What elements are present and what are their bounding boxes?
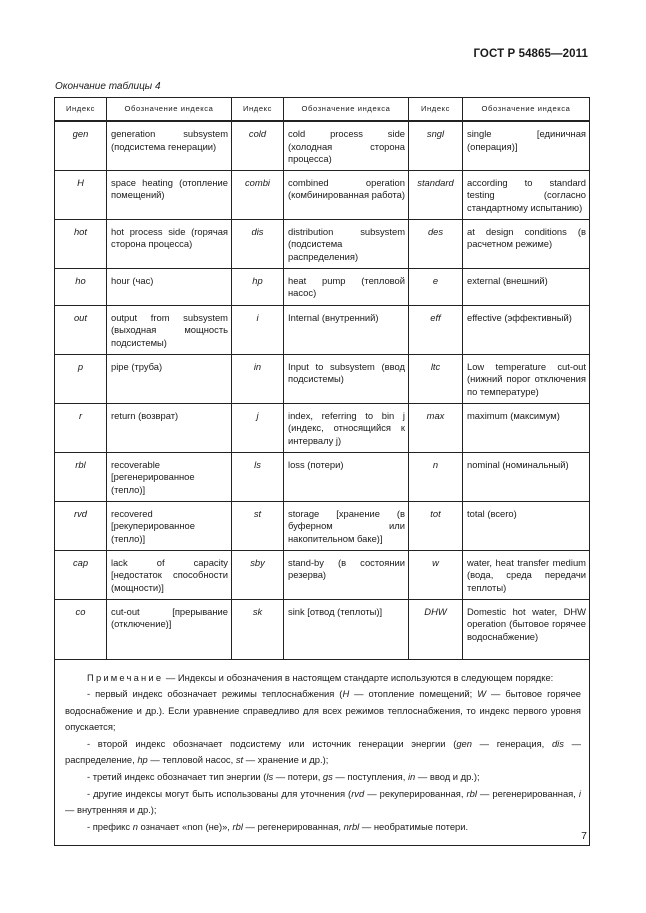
index-cell: p (55, 354, 107, 403)
note-index-symbol: hp (137, 754, 148, 766)
note-text: — поступления, (332, 771, 408, 783)
note-text: означает «non (не)», (137, 820, 233, 832)
designation-cell: lack of capacity [недостаток способности (мощности)] (107, 550, 232, 599)
note-text: - префикс (87, 820, 133, 832)
note-index-symbol: W (477, 688, 487, 700)
table-row (55, 452, 590, 501)
index-cell: sby (232, 550, 284, 599)
note-text: — рекуперированная, (364, 787, 467, 799)
header-designation: Обозначение индекса (107, 98, 232, 122)
note-item (65, 769, 581, 786)
note-index-symbol: nrbl (343, 820, 360, 832)
note-items (65, 686, 581, 835)
index-cell: sngl (409, 121, 463, 170)
index-cell: standard (409, 170, 463, 219)
designation-cell: Low temperature cut-out (нижний порог отключения по температуре) (463, 354, 590, 403)
note-index-symbol: H (342, 688, 350, 700)
note-index-symbol: n (132, 820, 138, 832)
index-cell: e (409, 268, 463, 305)
note-text: — необратимые потери. (359, 820, 469, 832)
note-index-symbol: dis (551, 737, 564, 749)
designation-cell: space heating (отопление помещений) (107, 170, 232, 219)
index-cell: st (232, 501, 284, 550)
note-text: — распределение, (65, 737, 581, 766)
note-index-symbol: ls (266, 771, 274, 783)
index-cell: cold (232, 121, 284, 170)
index-cell: H (55, 170, 107, 219)
designation-cell: combined operation (комбинированная работа) (284, 170, 409, 219)
designation-cell: recoverable [регенерированное (тепло)] (107, 452, 232, 501)
note-index-symbol: rbl (232, 820, 243, 832)
designation-cell: Internal (внутренний) (284, 305, 409, 354)
designation-cell: cut-out [прерывание (отключение)] (107, 599, 232, 659)
designation-cell: hot process side (горячая сторона процесса) (107, 219, 232, 268)
designation-cell: recovered [рекуперированное (тепло)] (107, 501, 232, 550)
header-index: Индекс (232, 98, 284, 122)
designation-cell: hour (час) (107, 268, 232, 305)
note-index-symbol: rbl (466, 787, 477, 799)
index-cell: rvd (55, 501, 107, 550)
index-cell: tot (409, 501, 463, 550)
designation-cell: storage [хранение (в буферном или накопительном баке)] (284, 501, 409, 550)
table-body (55, 121, 590, 846)
note-index-symbol: gs (322, 771, 333, 783)
note-text: — генерация, (471, 737, 552, 749)
index-cell: i (232, 305, 284, 354)
index-cell: eff (409, 305, 463, 354)
index-cell: DHW (409, 599, 463, 659)
designation-cell: external (внешний) (463, 268, 590, 305)
designation-cell: cold process side (холодная сторона процесса) (284, 121, 409, 170)
table-row (55, 403, 590, 452)
index-cell: gen (55, 121, 107, 170)
note-item (65, 786, 581, 819)
note-label: Примечание (87, 671, 164, 683)
note-text: — внутренняя и др.); (65, 804, 157, 816)
designation-cell: according to standard testing (согласно стандартному испытанию) (463, 170, 590, 219)
note-index-symbol: in (407, 771, 416, 783)
table-row (55, 354, 590, 403)
note-text: — регенерированная, (242, 820, 344, 832)
note-index-symbol: st (235, 754, 244, 766)
note-item (65, 819, 581, 836)
note-item (65, 736, 581, 769)
designation-cell: total (всего) (463, 501, 590, 550)
index-cell: j (232, 403, 284, 452)
note-text: - первый индекс обозначает режимы теплоснабжения ( (87, 688, 343, 700)
index-cell: ltc (409, 354, 463, 403)
note-text: — отопление помещений; (349, 688, 478, 700)
designation-cell: Input to subsystem (ввод подсистемы) (284, 354, 409, 403)
table-row (55, 501, 590, 550)
page-number: 7 (581, 830, 587, 842)
note-index-symbol: gen (456, 737, 472, 749)
index-cell: hot (55, 219, 107, 268)
index-cell: out (55, 305, 107, 354)
index-cell: in (232, 354, 284, 403)
note-text: - другие индексы могут быть использованы для уточнения ( (87, 787, 352, 799)
designation-cell: stand-by (в состоянии резерва) (284, 550, 409, 599)
index-cell: cap (55, 550, 107, 599)
note-text: - второй индекс обозначает подсистему или источник генерации энергии ( (87, 737, 457, 749)
note-text: — тепловой насос, (147, 754, 236, 766)
designation-cell: Domestic hot water, DHW operation (бытовое горячее водоснабжение) (463, 599, 590, 659)
index-cell: ho (55, 268, 107, 305)
standard-designation: ГОСТ Р 54865—2011 (473, 48, 588, 60)
designation-cell: distribution subsystem (подсистема распределения) (284, 219, 409, 268)
index-cell: combi (232, 170, 284, 219)
designation-cell: output from subsystem (выходная мощность подсистемы) (107, 305, 232, 354)
note-intro: — Индексы и обозначения в настоящем стандарте используются в следующем порядке: (163, 671, 554, 683)
index-cell: ls (232, 452, 284, 501)
header-index: Индекс (55, 98, 107, 122)
header-designation: Обозначение индекса (463, 98, 590, 122)
designation-cell: effective (эффективный) (463, 305, 590, 354)
designation-cell: heat pump (тепловой насос) (284, 268, 409, 305)
table-row (55, 121, 590, 170)
index-cell: hp (232, 268, 284, 305)
table-caption: Окончание таблицы 4 (55, 81, 161, 92)
index-cell: co (55, 599, 107, 659)
index-cell: r (55, 403, 107, 452)
note-cell (55, 659, 590, 846)
index-cell: n (409, 452, 463, 501)
note-text: — хранение и др.); (243, 754, 329, 766)
note-index-symbol: i (578, 787, 581, 799)
note-index-symbol: rvd (351, 787, 365, 799)
table-row (55, 599, 590, 659)
designation-cell: water, heat transfer medium (вода, среда передачи теплоты) (463, 550, 590, 599)
designation-cell: return (возврат) (107, 403, 232, 452)
designation-cell: nominal (номинальный) (463, 452, 590, 501)
index-cell: sk (232, 599, 284, 659)
designation-cell: generation subsystem (подсистема генерации) (107, 121, 232, 170)
designation-cell: pipe (труба) (107, 354, 232, 403)
index-cell: des (409, 219, 463, 268)
index-cell: rbl (55, 452, 107, 501)
note-text: — ввод и др.); (415, 771, 480, 783)
designation-cell: loss (потери) (284, 452, 409, 501)
designation-cell: index, referring to bin j (индекс, относящийся к интервалу j) (284, 403, 409, 452)
note-text: — потери, (273, 771, 323, 783)
designation-cell: sink [отвод (теплоты)] (284, 599, 409, 659)
index-cell: dis (232, 219, 284, 268)
designation-cell: maximum (максимум) (463, 403, 590, 452)
table-row (55, 305, 590, 354)
table-row (55, 268, 590, 305)
note-item (65, 686, 581, 736)
index-cell: max (409, 403, 463, 452)
note-row (55, 659, 590, 846)
note-text: — регенерированная, (476, 787, 579, 799)
header-row (55, 98, 590, 122)
note-text: — бытовое горячее водоснабжение и др.). Если уравнение справедливо для всех режимов теплоснабжения, то индекс первого уровня опускается; (65, 688, 582, 733)
table-row (55, 170, 590, 219)
index-cell: w (409, 550, 463, 599)
header-index: Индекс (409, 98, 463, 122)
note-text: - третий индекс обозначает тип энергии ( (87, 771, 267, 783)
table-row (55, 550, 590, 599)
designation-cell: single [единичная (операция)] (463, 121, 590, 170)
table-row (55, 219, 590, 268)
header-designation: Обозначение индекса (284, 98, 409, 122)
index-table (54, 97, 590, 846)
designation-cell: at design conditions (в расчетном режиме) (463, 219, 590, 268)
